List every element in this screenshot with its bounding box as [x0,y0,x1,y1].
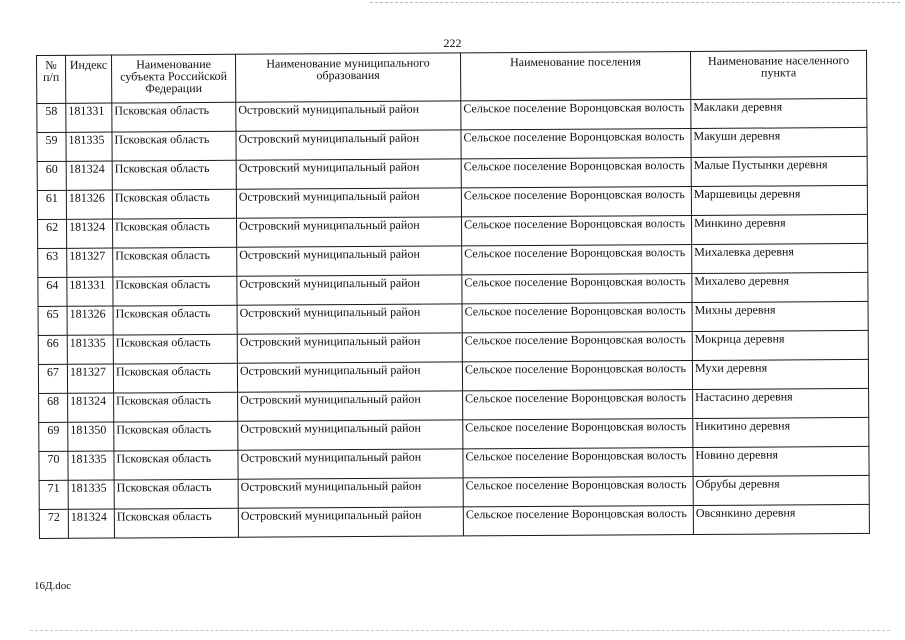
cell-subject: Псковская область [114,479,238,509]
cell-num: 71 [39,480,68,509]
cell-subject: Псковская область [114,450,238,480]
cell-num: 67 [38,364,67,393]
cell-locality: Настасино деревня [693,388,869,418]
cell-index: 181327 [67,248,113,277]
cell-num: 72 [39,509,68,538]
cell-settlement: Сельское поселение Воронцовская волость [462,331,692,361]
cell-num: 60 [37,161,66,190]
cell-settlement: Сельское поселение Воронцовская волость [463,418,693,448]
cell-locality: Маклаки деревня [691,98,867,128]
cell-subject: Псковская область [112,189,236,219]
footer-filename: 16Д.doc [34,580,72,592]
cell-locality: Обрубы деревня [693,475,869,505]
cell-municipality: Островский муниципальный район [238,478,463,508]
cell-locality: Овсянкино деревня [693,504,869,534]
cell-municipality: Островский муниципальный район [237,246,462,276]
cell-index: 181324 [67,219,113,248]
cell-subject: Псковская область [113,276,237,306]
cell-subject: Псковская область [112,131,236,161]
cell-settlement: Сельское поселение Воронцовская волость [461,100,691,130]
cell-index: 181335 [67,335,113,364]
header-num: № п/п [37,55,66,103]
cell-subject: Псковская область [114,421,238,451]
cell-settlement: Сельское поселение Воронцовская волость [462,302,692,332]
cell-index: 181335 [66,132,112,161]
cell-municipality: Островский муниципальный район [236,101,461,131]
cell-locality: Макуши деревня [691,127,867,157]
cell-locality: Никитино деревня [693,417,869,447]
cell-locality: Маршевицы деревня [691,185,867,215]
cell-settlement: Сельское поселение Воронцовская волость [461,129,691,159]
cell-settlement: Сельское поселение Воронцовская волость [463,505,693,535]
cell-settlement: Сельское поселение Воронцовская волость [462,244,692,274]
cell-municipality: Островский муниципальный район [238,507,463,537]
cell-index: 181331 [67,277,113,306]
cell-num: 59 [37,132,66,161]
cell-index: 181326 [67,306,113,335]
cell-index: 181331 [66,103,112,132]
cell-settlement: Сельское поселение Воронцовская волость [462,360,692,390]
cell-index: 181350 [68,422,114,451]
cell-locality: Михалевка деревня [692,243,868,273]
cell-num: 70 [39,451,68,480]
cell-municipality: Островский муниципальный район [237,362,462,392]
cell-settlement: Сельское поселение Воронцовская волость [463,447,693,477]
cell-index: 181335 [68,451,114,480]
cell-num: 62 [38,219,67,248]
header-municipality: Наименование муниципального образования [235,53,460,102]
cell-num: 63 [38,248,67,277]
cell-municipality: Островский муниципальный район [238,449,463,479]
cell-municipality: Островский муниципальный район [236,130,461,160]
cell-settlement: Сельское поселение Воронцовская волость [462,273,692,303]
cell-subject: Псковская область [112,160,236,190]
cell-index: 181324 [68,509,114,538]
cell-subject: Псковская область [114,392,238,422]
cell-index: 181335 [68,480,114,509]
table-row [39,504,869,538]
cell-settlement: Сельское поселение Воронцовская волость [463,476,693,506]
cell-municipality: Островский муниципальный район [238,420,463,450]
cell-num: 58 [37,103,66,132]
cell-num: 66 [38,335,67,364]
cell-municipality: Островский муниципальный район [236,188,461,218]
header-subject: Наименование субъекта Российской Федерации [112,54,236,103]
cell-locality: Новино деревня [693,446,869,476]
header-settlement: Наименование поселения [460,52,690,101]
header-index: Индекс [66,55,112,103]
cell-num: 61 [37,190,66,219]
cell-subject: Псковская область [112,102,236,132]
cell-settlement: Сельское поселение Воронцовская волость [461,157,691,187]
cell-subject: Псковская область [114,508,238,538]
page-number: 222 [443,36,462,50]
cell-num: 68 [39,393,68,422]
cell-locality: Малые Пустынки деревня [691,156,867,186]
cell-locality: Михалево деревня [692,272,868,302]
cell-municipality: Островский муниципальный район [237,333,462,363]
cell-municipality: Островский муниципальный район [236,159,461,189]
cell-municipality: Островский муниципальный район [237,275,462,305]
cell-subject: Псковская область [113,363,237,393]
cell-num: 69 [39,422,68,451]
cell-subject: Псковская область [113,305,237,335]
cell-index: 181327 [67,364,113,393]
cell-subject: Псковская область [113,218,237,248]
cell-municipality: Островский муниципальный район [238,391,463,421]
cell-locality: Мухи деревня [692,359,868,389]
cell-index: 181324 [66,161,112,190]
cell-locality: Минкино деревня [691,214,867,244]
scan-artifact-bottom [30,630,890,632]
cell-subject: Псковская область [113,247,237,277]
cell-num: 65 [38,306,67,335]
cell-locality: Мокрица деревня [692,330,868,360]
header-locality: Наименование населенного пункта [690,50,866,99]
cell-settlement: Сельское поселение Воронцовская волость [461,186,691,216]
cell-municipality: Островский муниципальный район [237,217,462,247]
cell-settlement: Сельское поселение Воронцовская волость [461,215,691,245]
cell-settlement: Сельское поселение Воронцовская волость [463,389,693,419]
cell-municipality: Островский муниципальный район [237,304,462,334]
cell-index: 181324 [68,393,114,422]
table-header-row [37,50,867,103]
cell-subject: Псковская область [113,334,237,364]
cell-index: 181326 [66,190,112,219]
scan-artifact-top [370,2,900,4]
cell-num: 64 [38,277,67,306]
cell-locality: Михны деревня [692,301,868,331]
locality-table [36,50,870,539]
